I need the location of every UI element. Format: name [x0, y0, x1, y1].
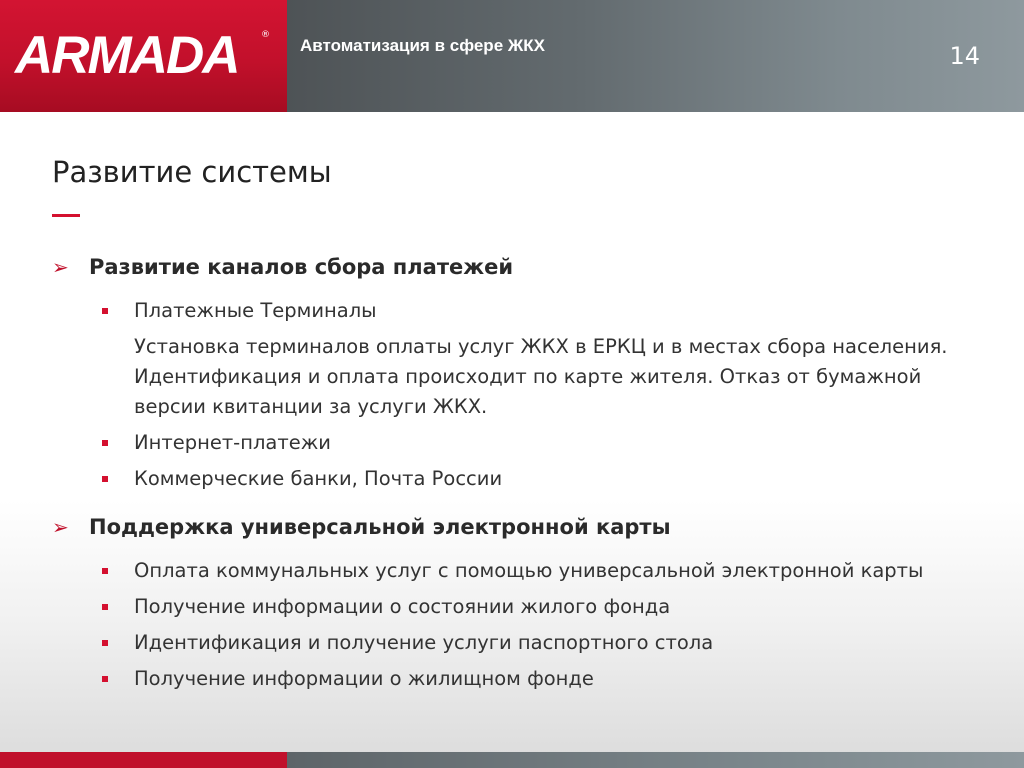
square-bullet-icon	[98, 296, 134, 326]
list-item-text: Получение информации о жилищном фонде	[134, 667, 594, 690]
list-item	[52, 592, 992, 622]
slide-title: Развитие системы	[52, 155, 332, 189]
arrow-bullet-icon: ➢	[52, 255, 69, 279]
registered-mark: ®	[261, 30, 270, 40]
logo-block	[0, 0, 287, 112]
slide-header	[0, 0, 1024, 112]
list-item-text: Оплата коммунальных услуг с помощью универсальной электронной карты	[134, 559, 924, 582]
title-accent-line	[52, 214, 80, 217]
list-item-text: Платежные Терминалы	[134, 299, 377, 322]
section-universal-card	[52, 512, 992, 694]
section-heading-text: Поддержка универсальной электронной карты	[89, 515, 671, 539]
square-bullet-icon	[98, 556, 134, 586]
list-item-text: Коммерческие банки, Почта России	[134, 467, 503, 490]
page-number: 14	[949, 42, 980, 70]
footer-bar-red	[0, 752, 287, 768]
square-bullet-icon	[98, 628, 134, 658]
list-item	[52, 296, 992, 326]
arrow-bullet-icon: ➢	[52, 515, 69, 539]
square-bullet-icon	[98, 464, 134, 494]
slide-content	[52, 252, 992, 708]
armada-logo: ARMADA	[15, 26, 239, 85]
footer-bar-grey	[287, 752, 1024, 768]
section-heading	[52, 252, 992, 286]
list-item-text: Интернет-платежи	[134, 431, 331, 454]
square-bullet-icon	[98, 592, 134, 622]
list-item	[52, 556, 992, 586]
list-item	[52, 628, 992, 658]
section-heading-text: Развитие каналов сбора платежей	[89, 255, 514, 279]
list-item	[52, 428, 992, 458]
list-item-text: Идентификация и получение услуги паспортного стола	[134, 631, 714, 654]
section-heading	[52, 512, 992, 546]
header-title-block	[287, 0, 1024, 112]
item-description: Установка терминалов оплаты услуг ЖКХ в ЕРКЦ и в местах сбора населения. Идентификация и оплата происходит по карте жителя. Отказ от бумажной версии квитанции за услуги ЖКХ.	[134, 335, 948, 418]
header-title: Автоматизация в сфере ЖКХ	[300, 36, 545, 55]
list-item-text: Получение информации о состоянии жилого фонда	[134, 595, 671, 618]
square-bullet-icon	[98, 664, 134, 694]
list-item	[52, 664, 992, 694]
list-item	[52, 464, 992, 494]
section-payment-channels	[52, 252, 992, 494]
square-bullet-icon	[98, 428, 134, 458]
